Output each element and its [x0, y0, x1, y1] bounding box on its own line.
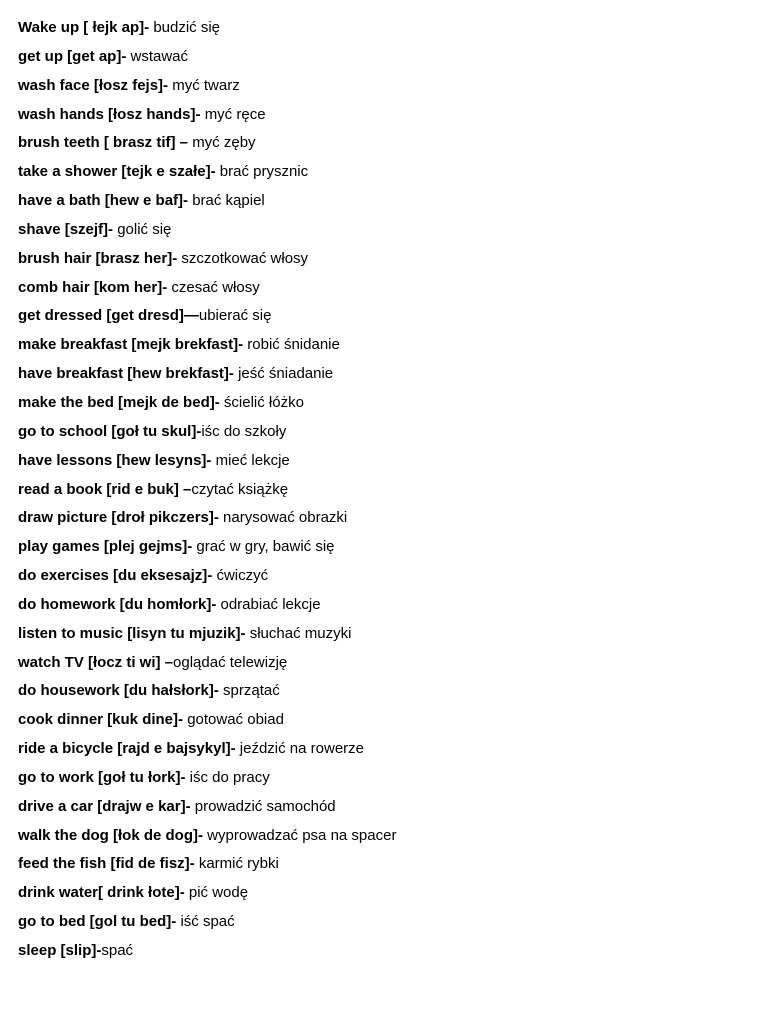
english-term: go to school [goł tu skul]- [18, 422, 202, 440]
vocab-entry [18, 908, 396, 937]
vocab-entry [18, 879, 396, 908]
polish-translation: wyprowadzać psa na spacer [207, 826, 397, 844]
english-term: wash hands [łosz hands]- [18, 105, 205, 123]
polish-translation: myć zęby [192, 134, 256, 152]
vocab-entry [18, 562, 396, 591]
polish-translation: czesać włosy [171, 278, 260, 296]
vocab-entry [18, 129, 396, 158]
polish-translation: brać prysznic [219, 163, 309, 181]
english-term: go to bed [gol tu bed]- [18, 913, 181, 931]
polish-translation: wstawać [130, 47, 189, 65]
polish-translation: ścielić łóżko [223, 393, 304, 411]
polish-translation: ćwiczyć [216, 567, 269, 585]
english-term: play games [plej gejms]- [18, 538, 197, 556]
polish-translation: pić wodę [188, 884, 249, 902]
vocab-entry [18, 504, 396, 533]
english-term: comb hair [kom her]- [18, 278, 172, 296]
vocab-entry [18, 620, 396, 649]
polish-translation: ubierać się [198, 307, 272, 325]
vocab-entry [18, 793, 396, 822]
english-term: do exercises [du eksesajz]- [18, 567, 217, 585]
vocab-entry [18, 101, 396, 130]
polish-translation: myć twarz [172, 76, 240, 94]
polish-translation: sprzątać [223, 682, 280, 700]
polish-translation: iść spać [180, 913, 235, 931]
polish-translation: jeździć na rowerze [239, 740, 364, 758]
vocab-entry [18, 14, 396, 43]
vocab-entry [18, 72, 396, 101]
polish-translation: grać w gry, bawić się [196, 538, 335, 556]
vocab-entry [18, 274, 396, 303]
vocab-entry [18, 677, 396, 706]
vocab-entry [18, 302, 396, 331]
vocab-entry [18, 533, 396, 562]
vocab-entry [18, 245, 396, 274]
polish-translation: brać kąpiel [192, 192, 265, 210]
english-term: ride a bicycle [rajd e bajsykyl]- [18, 740, 240, 758]
polish-translation: jeść śniadanie [238, 365, 334, 383]
english-term: get dressed [get dresd]— [18, 307, 199, 325]
english-term: listen to music [lisyn tu mjuzik]- [18, 624, 250, 642]
english-term: make the bed [mejk de bed]- [18, 393, 224, 411]
polish-translation: golić się [117, 220, 172, 238]
english-term: have lessons [hew lesyns]- [18, 451, 216, 469]
vocab-entry [18, 764, 396, 793]
vocab-entry [18, 158, 396, 187]
polish-translation: gotować obiad [187, 711, 284, 729]
english-term: wash face [łosz fejs]- [18, 76, 173, 94]
english-term: do housework [du hałsłork]- [18, 682, 224, 700]
vocab-entry [18, 706, 396, 735]
english-term: draw picture [droł pikczers]- [18, 509, 224, 527]
polish-translation: budzić się [153, 19, 221, 36]
vocab-entry [18, 649, 396, 678]
vocab-entry [18, 850, 396, 879]
english-term: feed the fish [fid de fisz]- [18, 855, 199, 873]
vocab-entry [18, 216, 396, 245]
polish-translation: myć ręce [204, 105, 266, 123]
english-term: brush teeth [ brasz tif] – [18, 134, 193, 152]
polish-translation: spać [101, 942, 134, 959]
polish-translation: oglądać telewizję [173, 653, 288, 671]
polish-translation: iśc do szkoły [201, 422, 287, 440]
vocab-entry [18, 591, 396, 620]
polish-translation: narysować obrazki [223, 509, 348, 527]
english-term: read a book [rid e buk] – [18, 480, 192, 498]
english-term: sleep [slip]- [18, 942, 102, 959]
vocab-entry [18, 389, 396, 418]
polish-translation: słuchać muzyki [249, 624, 352, 642]
vocab-entry [18, 43, 396, 72]
english-term: Wake up [ łejk ap]- [18, 19, 154, 36]
polish-translation: karmić rybki [198, 855, 279, 873]
polish-translation: mieć lekcje [215, 451, 290, 469]
english-term: drink water[ drink łote]- [18, 884, 189, 902]
polish-translation: prowadzić samochód [194, 797, 336, 815]
polish-translation: iśc do pracy [189, 768, 270, 786]
vocab-entry [18, 418, 396, 447]
english-term: cook dinner [kuk dine]- [18, 711, 188, 729]
vocab-entry [18, 476, 396, 505]
vocab-entry [18, 822, 396, 851]
english-term: shave [szejf]- [18, 220, 118, 238]
vocab-entry [18, 360, 396, 389]
english-term: have breakfast [hew brekfast]- [18, 365, 239, 383]
vocabulary-list [18, 14, 396, 966]
english-term: go to work [goł tu łork]- [18, 768, 190, 786]
vocab-entry [18, 447, 396, 476]
polish-translation: szczotkować włosy [181, 249, 309, 267]
english-term: take a shower [tejk e szałe]- [18, 163, 220, 181]
polish-translation: czytać książkę [191, 480, 289, 498]
english-term: walk the dog [łok de dog]- [18, 826, 208, 844]
english-term: make breakfast [mejk brekfast]- [18, 336, 248, 354]
english-term: do homework [du homłork]- [18, 595, 221, 613]
vocab-entry [18, 937, 396, 966]
english-term: have a bath [hew e baf]- [18, 192, 193, 210]
english-term: get up [get ap]- [18, 47, 131, 65]
english-term: drive a car [drajw e kar]- [18, 797, 195, 815]
polish-translation: odrabiać lekcje [220, 595, 321, 613]
vocab-entry [18, 735, 396, 764]
polish-translation: robić śnidanie [247, 336, 340, 354]
english-term: brush hair [brasz her]- [18, 249, 182, 267]
english-term: watch TV [łocz ti wi] – [18, 653, 174, 671]
vocab-entry [18, 331, 396, 360]
vocab-entry [18, 187, 396, 216]
